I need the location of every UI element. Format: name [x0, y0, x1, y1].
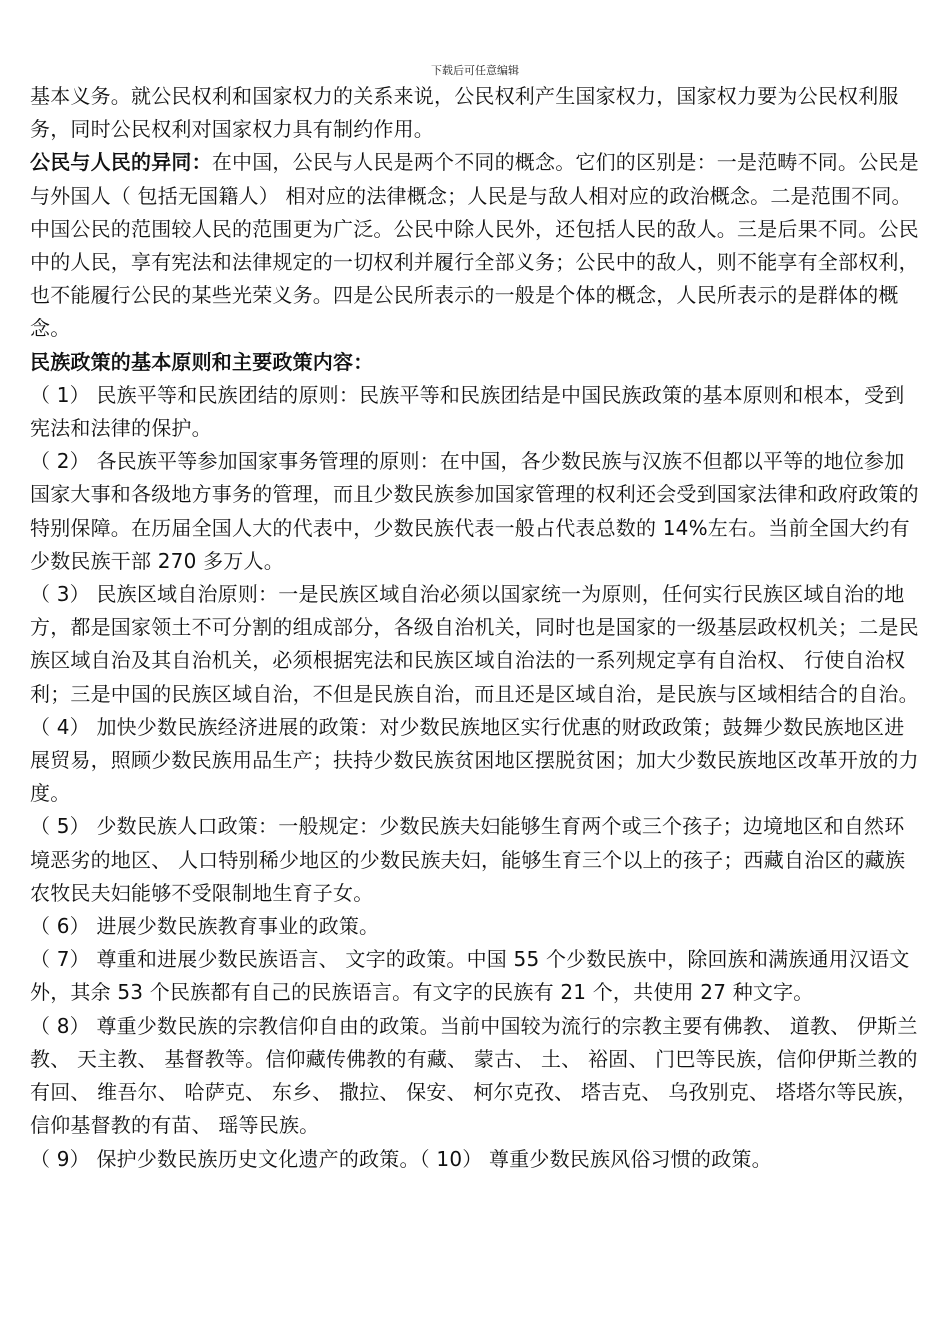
paragraph-text: （ 4） 加快少数民族经济进展的政策：对少数民族地区实行优惠的财政政策；鼓舞少数民族地区进展贸易，照顾少数民族用品生产；扶持少数民族贫困地区摆脱贫困；加大少数民族地区改革开放的力度。 [30, 714, 919, 806]
paragraph-lead: 公民与人民的异同： [30, 150, 212, 175]
list-item-policy-8 [30, 1010, 920, 1143]
list-item-policy-5 [30, 810, 920, 910]
list-item-policy-2 [30, 445, 920, 578]
list-item-policy-9-10 [30, 1143, 920, 1176]
paragraph-text: （ 3） 民族区域自治原则：一是民族区域自治必须以国家统一为原则，任何实行民族区域自治的地方，都是国家领土不可分割的组成部分，各级自治机关，同时也是国家的一级基层政权机关；二是民族区域自治及其自治机关，必须根据宪法和民族区域自治法的一系列规定享有自治权、 行使自治权利；三是中国的民族区域自治，不但是民族自治，而且还是区域自治，是民族与区域相结合的自治。 [30, 582, 919, 706]
paragraph-text: （ 9） 保护少数民族历史文化遗产的政策。（ 10） 尊重少数民族风俗习惯的政策。 [30, 1146, 772, 1171]
list-item-policy-7 [30, 943, 920, 1009]
section-heading-ethnic-policy [30, 346, 920, 379]
list-item-policy-1 [30, 379, 920, 445]
paragraph-text: （ 5） 少数民族人口政策：一般规定：少数民族夫妇能够生育两个或三个孩子；边境地区和自然环境恶劣的地区、 人口特别稀少地区的少数民族夫妇，能够生育三个以上的孩子；西藏自治区的藏族农牧民夫妇能够不受限制地生育子女。 [30, 814, 906, 905]
paragraph-rights-relation [30, 80, 920, 146]
page-header: 下载后可任意编辑 [431, 64, 519, 77]
paragraph-citizen-vs-people [30, 146, 920, 345]
list-item-policy-6 [30, 910, 920, 943]
paragraph-text: （ 6） 进展少数民族教育事业的政策。 [30, 914, 380, 939]
paragraph-text: （ 8） 尊重少数民族的宗教信仰自由的政策。当前中国较为流行的宗教主要有佛教、 道教、 伊斯兰教、 天主教、 基督教等。信仰藏传佛教的有藏、 蒙古、 土、 裕固、 门巴等民族，信仰伊斯兰教的有回、 维吾尔、 哈萨克、 东乡、 撒拉、 保安、 柯尔克孜、 塔吉克、 乌孜别克、 塔塔尔等民族，信仰基督教的有苗、 瑶等民族。 [30, 1013, 918, 1138]
paragraph-text: 在中国，公民与人民是两个不同的概念。它们的区别是：一是范畴不同。公民是与外国人（ 包括无国籍人） 相对应的法律概念；人民是与敌人相对应的政治概念。二是范围不同。中国公民的范围较人民的范围更为广泛。公民中除人民外，还包括人民的敌人。三是后果不同。公民中的人民，享有宪法和法律规定的一切权利并履行全部义务；公民中的敌人，则不能享有全部权利，也不能履行公民的某些光荣义务。四是公民所表示的一般是个体的概念，人民所表示的是群体的概念。 [30, 150, 919, 341]
list-item-policy-3 [30, 578, 920, 711]
paragraph-lead: 民族政策的基本原则和主要政策内容： [30, 349, 374, 374]
paragraph-text: （ 1） 民族平等和民族团结的原则：民族平等和民族团结是中国民族政策的基本原则和根本，受到宪法和法律的保护。 [30, 382, 905, 441]
paragraph-text: （ 2） 各民族平等参加国家事务管理的原则：在中国，各少数民族与汉族不但都以平等的地位参加国家大事和各级地方事务的管理，而且少数民族参加国家管理的权利还会受到国家法律和政府政策的特别保障。在历届全国人大的代表中，少数民族代表一般占代表总数的 14%左右。当前全国大约有少数民族干部 270 多万人。 [30, 449, 919, 573]
paragraph-text: 基本义务。就公民权利和国家权力的关系来说，公民权利产生国家权力，国家权力要为公民权利服务，同时公民权利对国家权力具有制约作用。 [30, 84, 899, 142]
paragraph-text: （ 7） 尊重和进展少数民族语言、 文字的政策。中国 55 个少数民族中，除回族和满族通用汉语文外，其余 53 个民族都有自己的民族语言。有文字的民族有 21 个，共使用 27 种文字。 [30, 947, 910, 1005]
list-item-policy-4 [30, 711, 920, 811]
document-body [30, 80, 920, 1176]
